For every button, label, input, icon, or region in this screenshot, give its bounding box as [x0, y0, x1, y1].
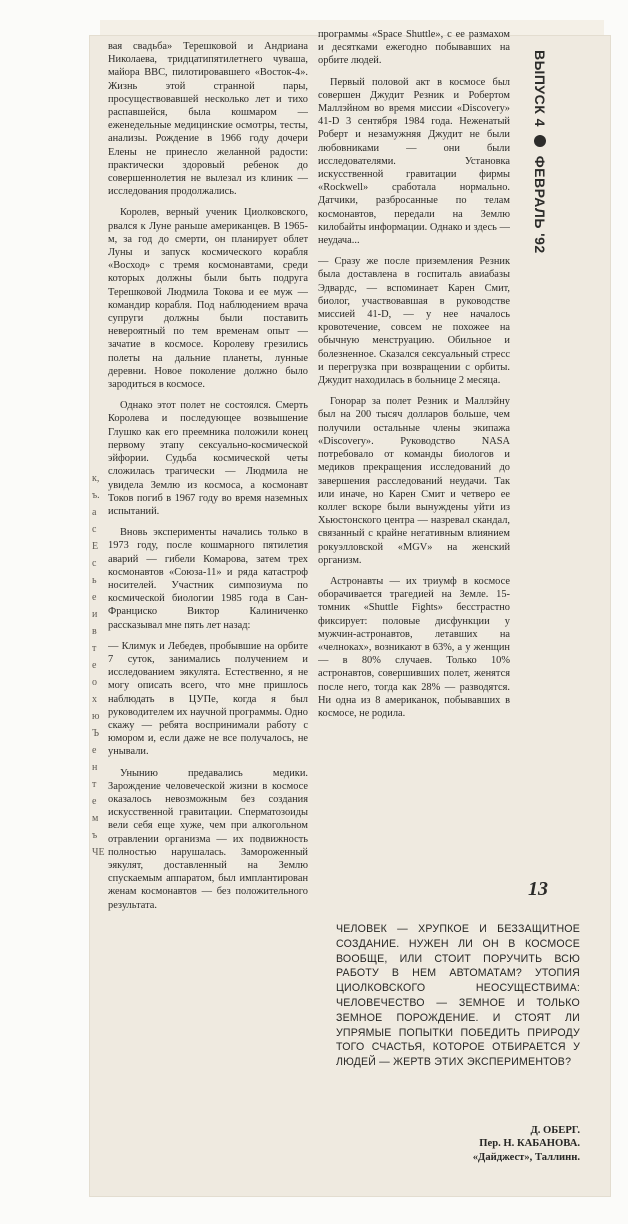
- column-1-paragraph: вая свадьба» Терешковой и Андриана Николаева, тридцатипятилетнего чуваша, майора ВВС, пилотировавшего «Восток-4». Жизнь этой странной пары, просуществовавшей несколько лет и тихо распавшейся, была кошмаром — еженедельные медицинские осмотры, тесты, анализы. Рождение в 1966 году дочери Елены не принесло желанной радости: практически здоровый ребенок до совершеннолетия не вылезал из клиник — исследования продолжались.: [108, 41, 308, 198]
- column-2-paragraph: Гонорар за полет Резник и Маллэйну был на 200 тысяч долларов больше, чем получили остальные члены экипажа «Discovery». Руководство NASA потребовало от команды биологов и медиков прекращения исследований до завершения расследований неудачи. Так или иначе, но Карен Смит и четверо ее коллег вскоре были вынуждены уйти из Хьюстонского центра — назревал скандал, связанный с крайне негативным влиянием рокуэлловской «MGV» на женский организм.: [318, 396, 510, 566]
- margin-fragment: м: [92, 813, 99, 824]
- margin-fragment: с: [92, 558, 97, 569]
- margin-fragment: Ъ: [92, 728, 100, 739]
- column-2-paragraph: Первый половой акт в космосе был совершен Джудит Резник и Робертом Маллэйном во время миссии «Discovery» 41-D 3 сентября 1984 года. Неженатый Роберт и незамужняя Джудит не были любовниками — они были исследователями. Установка искусственной гравитации фирмы «Rockwell» сработала нормально. Датчики, разбросанные по телам космонавтов, передали на Землю килобайты информации. Однако и здесь — неудача...: [318, 76, 510, 247]
- column-1-paragraph: Вновь эксперименты начались только в 1973 году, после кошмарного пятилетия аварий — гибели Комарова, затем трех космонавтов «Союза-11» и ряда катастроф носителей. Участник симпозиума по космической биологии 1985 года в Сан-Франциско Виктор Калиниченко рассказывал мне пять лет назад:: [108, 527, 308, 631]
- column-2-paragraph: Астронавты — их триумф в космосе оборачивается трагедией на Земле. 15-томник «Shuttle Fights» бесстрастно фиксирует: половые дисфункции у мужчин-астронавтов, летавших на «челноках», возникают в 63%, а у женщин — в 80% случаев. Только 10% астронавтов, совершивших полет, женятся после него, тогда как 28% — разводятся. Ни одна из 8 американок, побывавших в космосе, не родила.: [318, 575, 510, 719]
- article-credits: [420, 1124, 580, 1164]
- margin-fragment: и: [92, 609, 98, 620]
- margin-fragment: с: [92, 524, 97, 535]
- article-column-1: [108, 40, 308, 1182]
- translator-name: Пер. Н. КАБАНОВА.: [479, 1138, 580, 1150]
- column-1-paragraph: Однако этот полет не состоялся. Смерть Королева и последующее возвышение Глушко как его преемника положили конец первому этапу сексуально-космической эйфории. Судьба космической четы сложилась трагически — Людмила не увидела Землю из космоса, а космонавт Токов погиб в 1967 году во время наземных испытаний.: [108, 400, 308, 517]
- issue-month: ФЕВРАЛЬ '92: [532, 155, 548, 254]
- margin-fragment: х: [92, 694, 97, 705]
- margin-fragment: ЧЕ: [92, 847, 105, 858]
- column-1-paragraph: Королев, верный ученик Циолковского, рвался к Луне раньше американцев. В 1965-м, за год до смерти, он планирует облет Луны и запуск космического корабля «Восход» с тремя космонавтами, среди которых должны были быть подруга Терешковой Людмила Токова и ее муж — командир корабля. Под наблюдением врача супруги должны были поставить невероятный по тем временам опыт — зачатие в космосе. Королеву грезились полеты на дальние планеты, лунные деревни. Новое поколение должно было зародиться в космосе.: [108, 207, 308, 391]
- margin-fragment: в: [92, 626, 97, 637]
- column-1-paragraph: Унынию предавались медики. Зарождение человеческой жизни в космосе оказалось невозможным без создания искусственной гравитации. Сперматозоиды вели себя еще хуже, чем при алкогольном отравлении организма — их подвижность полностью нарушалась. Замороженный эякулят, доставленный на Землю спускаемым аппаратом, был имплантирован женам космонавтов — без положительного результата.: [108, 767, 308, 911]
- column-2-paragraph: программы «Space Shuttle», с ее размахом и десятками ежегодно побывавших на орбите людей.: [318, 29, 510, 67]
- margin-fragment: ю: [92, 711, 100, 722]
- margin-fragment: ъ.: [92, 490, 100, 501]
- margin-fragment: о: [92, 677, 97, 688]
- column-2-paragraph: — Сразу же после приземления Резник была доставлена в госпиталь авиабазы Эдвардс, — вспоминает Карен Смит, биолог, участвовавшая в руководстве миссией 41-D, — у нее началось кровотечение, совсем не похожее на обычную менструацию. Обильное и болезненное. Сказался сексуальный стресс и перегрузка при возвращении с орбиты. Джудит находилась в больнице 2 месяца.: [318, 256, 510, 387]
- margin-fragment: е: [92, 660, 97, 671]
- closing-epigraph: ЧЕЛОВЕК — ХРУПКОЕ И БЕЗЗАЩИТНОЕ СОЗДАНИЕ. НУЖЕН ЛИ ОН В КОСМОСЕ ВООБЩЕ, ИЛИ СТОИТ ПОРУЧИТЬ ВСЮ РАБОТУ В НЕМ АВТОМАТАМ? УТОПИЯ ЦИОЛКОВСКОГО НЕОСУЩЕСТВИМА: ЧЕЛОВЕЧЕСТВО — ЗЕМНОЕ И ТОЛЬКО ЗЕМНОЕ ПОРОЖДЕНИЕ. И СТОЯТ ЛИ УПРЯМЫЕ ПОПЫТКИ ПОБЕДИТЬ ПРИРОДУ ТОГО СЧАСТЬЯ, КОТОРОЕ ОТБИРАЕТСЯ У ЛЮДЕЙ — ЖЕРТВ ЭТИХ ЭКСПЕРИМЕНТОВ?: [336, 923, 580, 1069]
- margin-fragment: Е: [92, 541, 99, 552]
- source-name: «Дайджест», Таллинн.: [472, 1151, 580, 1163]
- column-1-paragraph: — Климук и Лебедев, пробывшие на орбите 7 суток, занимались получением и исследованием эякулята. Естественно, я не могу описать всего, что мне пришлось наблюдать в ЦУПе, когда я был руководителем их научной программы. Одно скажу — ребята воспринимали работу с юмором и, если даже не все получалось, не унывали.: [108, 640, 308, 758]
- bullet-dot: [534, 135, 546, 147]
- issue-header: [512, 50, 548, 270]
- margin-fragment: е: [92, 592, 97, 603]
- margin-fragment: ь: [92, 575, 97, 586]
- article-column-2: [318, 28, 510, 918]
- torn-margin-fragments: [92, 470, 108, 970]
- margin-fragment: т: [92, 779, 97, 790]
- margin-fragment: т: [92, 643, 97, 654]
- margin-fragment: е: [92, 745, 97, 756]
- margin-fragment: а: [92, 507, 97, 518]
- page-number: 13: [528, 878, 548, 900]
- author-name: Д. ОБЕРГ.: [530, 1125, 580, 1136]
- issue-label: ВЫПУСК 4: [532, 50, 548, 127]
- margin-fragment: к,: [92, 473, 100, 484]
- margin-fragment: ъ: [92, 830, 98, 841]
- margin-fragment: н: [92, 762, 98, 773]
- margin-fragment: е: [92, 796, 97, 807]
